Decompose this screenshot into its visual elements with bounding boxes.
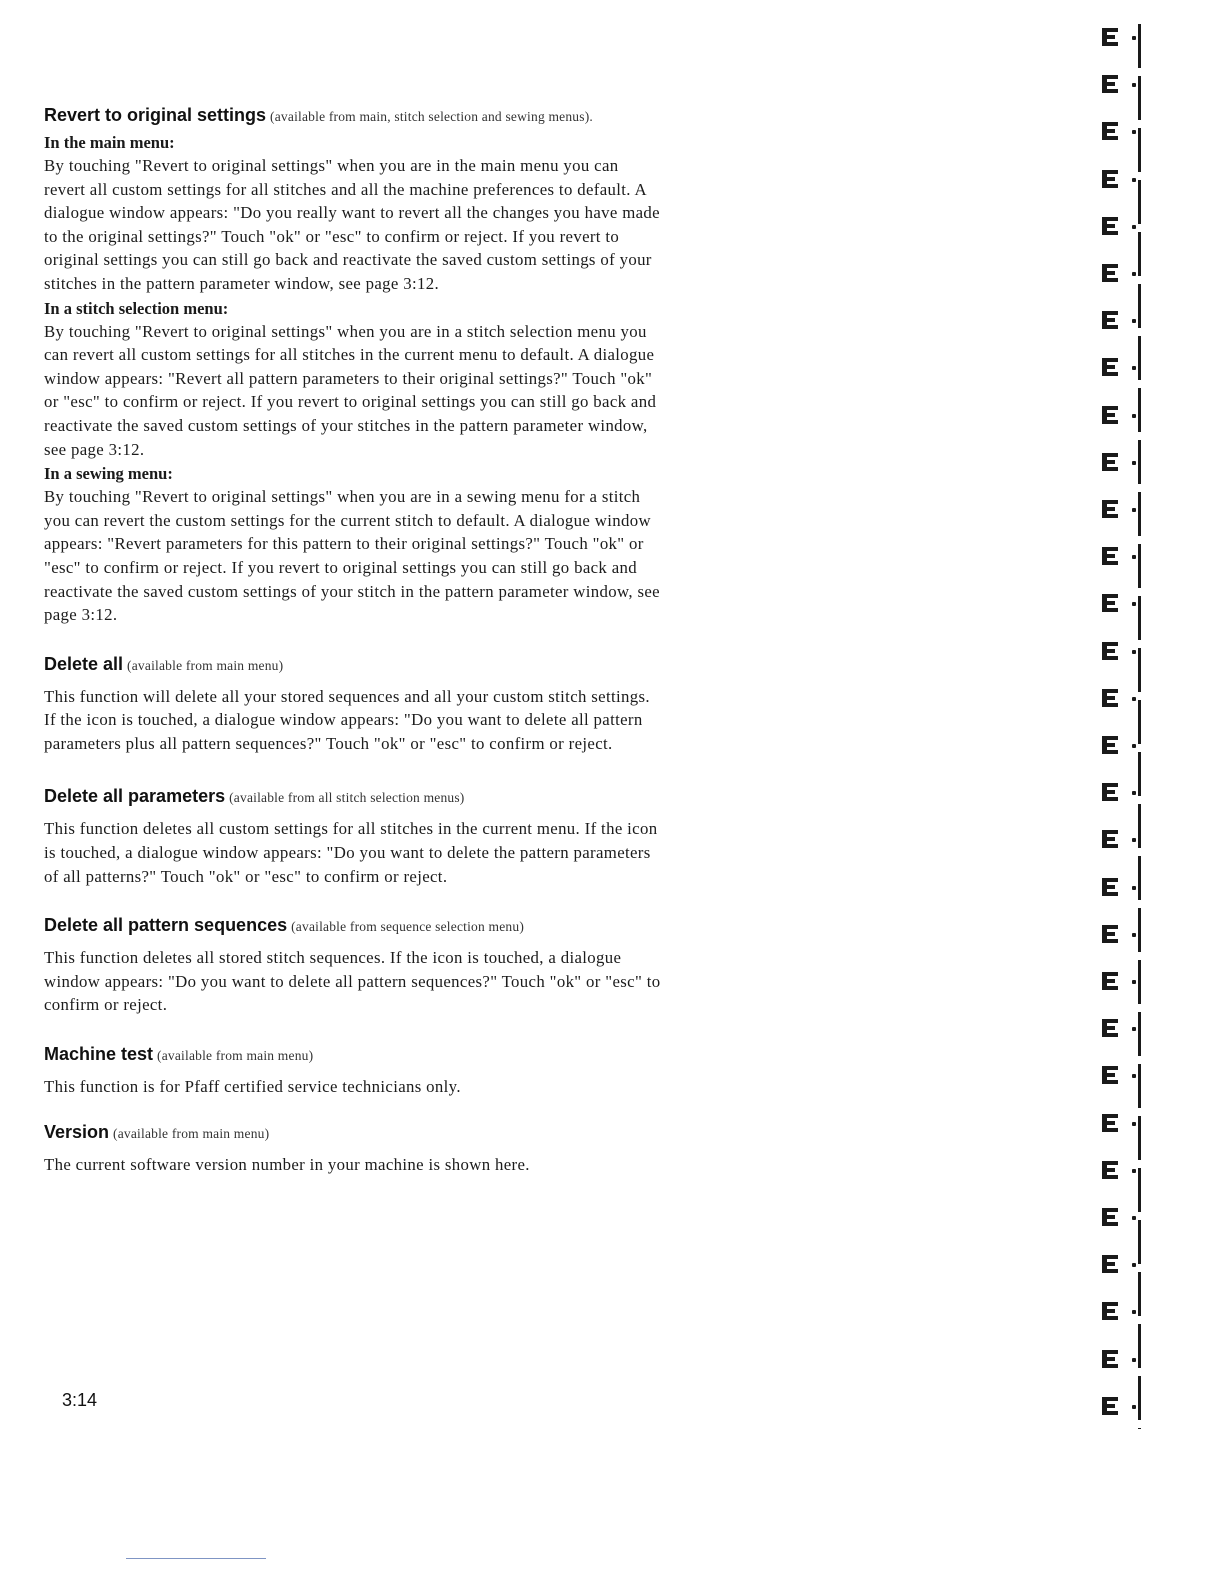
paragraph-sewing-menu: By touching "Revert to original settings" when you are in a sewing menu for a stitch you can revert the custom settings for the current stitch to default. A dialogue window appears: "Revert parameters for this pattern to their original settings?" Touch "ok" or "esc" to confirm or reject. If you revert to original settings you can still go back and reactivate the saved custom settings of your stitch in the pattern parameter window, see page 3:12. xyxy=(44,487,660,625)
binding-hole xyxy=(1102,28,1116,46)
binding-hole xyxy=(1102,830,1116,848)
footer-rule xyxy=(126,1558,266,1559)
section-title: Delete all parameters xyxy=(44,786,226,807)
binding-dot xyxy=(1132,36,1136,40)
binding-dot xyxy=(1132,366,1136,370)
binding-dot xyxy=(1132,886,1136,890)
section-heading xyxy=(44,651,664,679)
binding-hole xyxy=(1102,1019,1116,1037)
section-heading xyxy=(44,102,664,130)
subheading-main-menu: In the main menu: xyxy=(44,133,175,152)
page-content xyxy=(44,102,664,1176)
section-title: Delete all pattern sequences xyxy=(44,915,288,936)
binding-hole xyxy=(1102,1208,1116,1226)
binding-dot xyxy=(1132,1310,1136,1314)
section-heading xyxy=(44,912,664,940)
binding-dot xyxy=(1132,697,1136,701)
binding-dot xyxy=(1132,1169,1136,1173)
binding-hole xyxy=(1102,311,1116,329)
section-delete-all-parameters xyxy=(44,783,664,888)
binding-hole xyxy=(1102,642,1116,660)
binding-dot xyxy=(1132,980,1136,984)
binding-dot xyxy=(1132,838,1136,842)
binding-hole xyxy=(1102,1114,1116,1132)
binding-dot xyxy=(1132,130,1136,134)
binding-dot xyxy=(1132,1027,1136,1031)
binding-dot xyxy=(1132,744,1136,748)
binding-dot xyxy=(1132,1216,1136,1220)
section-heading xyxy=(44,1041,664,1069)
binding-dot xyxy=(1132,1405,1136,1409)
binding-dot xyxy=(1132,225,1136,229)
section-version xyxy=(44,1119,664,1177)
availability-note: (available from main menu) xyxy=(157,1048,314,1064)
paragraph-delete-all-pattern-sequences: This function deletes all stored stitch sequences. If the icon is touched, a dialogue window appears: "Do you want to delete all pattern sequences?" Touch "ok" or "esc" to confirm or reject. xyxy=(44,948,661,1015)
section-title: Revert to original settings xyxy=(44,105,267,125)
availability-note: (available from sequence selection menu) xyxy=(291,919,525,935)
section-title: Version xyxy=(44,1121,110,1142)
paragraph-delete-all: This function will delete all your stored sequences and all your custom stitch settings. If the icon is touched, a dialogue window appears: "Do you want to delete all pattern parameters plus all pattern sequences?" Touch "ok" or "esc" to confirm or reject. xyxy=(44,686,650,753)
availability-note: (available from main menu) xyxy=(113,1125,270,1141)
binding-dot xyxy=(1132,178,1136,182)
subheading-sewing-menu: In a sewing menu: xyxy=(44,464,173,484)
binding-dot xyxy=(1132,933,1136,937)
binding-hole xyxy=(1102,264,1116,282)
binding-edge xyxy=(1138,24,1141,1429)
binding-hole xyxy=(1102,453,1116,471)
binding-dot xyxy=(1132,602,1136,606)
binding-dot xyxy=(1132,508,1136,512)
binding-hole xyxy=(1102,217,1116,235)
binding-hole xyxy=(1102,547,1116,565)
binding-hole xyxy=(1102,594,1116,612)
subheading-stitch-selection-menu: In a stitch selection menu: xyxy=(44,298,229,318)
section-title: Machine test xyxy=(44,1044,154,1065)
availability-note: (available from main, stitch selection and sewing menus). xyxy=(270,109,593,124)
binding-hole xyxy=(1102,736,1116,754)
page-number: 3:14 xyxy=(62,1390,98,1410)
binding-hole xyxy=(1102,122,1116,140)
availability-note: (available from main menu) xyxy=(127,657,284,673)
binding-hole xyxy=(1102,406,1116,424)
paragraph-delete-all-parameters: This function deletes all custom settings for all stitches in the current menu. If the icon is touched, a dialogue window appears: "Do you want to delete the pattern parameters of all patterns?" Touch "ok" or "esc" to confirm or reject. xyxy=(44,819,658,886)
binding-hole xyxy=(1102,500,1116,518)
section-machine-test xyxy=(44,1041,664,1099)
binding-hole xyxy=(1102,689,1116,707)
section-delete-all xyxy=(44,651,664,756)
binding-hole xyxy=(1102,925,1116,943)
section-delete-all-pattern-sequences xyxy=(44,912,664,1017)
binding-hole xyxy=(1102,1397,1116,1415)
paragraph-main-menu: By touching "Revert to original settings" when you are in the main menu you can revert all custom settings for all stitches and all the machine preferences to default. A dialogue window appears: "Do you really want to revert all the changes you have made to the original settings?" Touch "ok" or "esc" to confirm or reject. If you revert to original settings you can still go back and reactivate the saved custom settings of your stitches in the pattern parameter window, see page 3:12. xyxy=(44,156,660,293)
binding-hole xyxy=(1102,170,1116,188)
section-title: Delete all xyxy=(44,653,124,674)
binding-dot xyxy=(1132,555,1136,559)
binding-dot xyxy=(1132,1263,1136,1267)
binding-dot xyxy=(1132,319,1136,323)
binding-hole xyxy=(1102,1066,1116,1084)
binding-dot xyxy=(1132,1358,1136,1362)
binding-hole xyxy=(1102,1350,1116,1368)
section-revert-to-original-settings xyxy=(44,102,664,627)
binding-hole xyxy=(1102,1161,1116,1179)
binding-hole xyxy=(1102,1255,1116,1273)
spiral-binding xyxy=(1096,14,1156,1434)
paragraph-version: The current software version number in your machine is shown here. xyxy=(44,1154,530,1174)
binding-dot xyxy=(1132,461,1136,465)
paragraph-machine-test: This function is for Pfaff certified service technicians only. xyxy=(44,1077,461,1097)
binding-dot xyxy=(1132,791,1136,795)
binding-hole xyxy=(1102,878,1116,896)
binding-dot xyxy=(1132,650,1136,654)
binding-hole xyxy=(1102,783,1116,801)
binding-hole xyxy=(1102,358,1116,376)
availability-note: (available from all stitch selection menus) xyxy=(229,790,465,806)
binding-hole xyxy=(1102,75,1116,93)
section-heading xyxy=(44,783,664,811)
binding-dot xyxy=(1132,83,1136,87)
paragraph-stitch-selection-menu: By touching "Revert to original settings" when you are in a stitch selection menu you can revert all custom settings for all stitches in the current menu to default. A dialogue window appears: "Revert all pattern parameters to their original settings?" Touch "ok" or "esc" to confirm or reject. If you revert to original settings you can still go back and reactivate the saved custom settings of your stitches in the pattern parameter window, see page 3:12. xyxy=(44,321,657,459)
binding-dot xyxy=(1132,1122,1136,1126)
binding-dot xyxy=(1132,272,1136,276)
binding-dot xyxy=(1132,414,1136,418)
binding-hole xyxy=(1102,972,1116,990)
binding-hole xyxy=(1102,1302,1116,1320)
binding-dot xyxy=(1132,1074,1136,1078)
section-heading xyxy=(44,1119,664,1147)
